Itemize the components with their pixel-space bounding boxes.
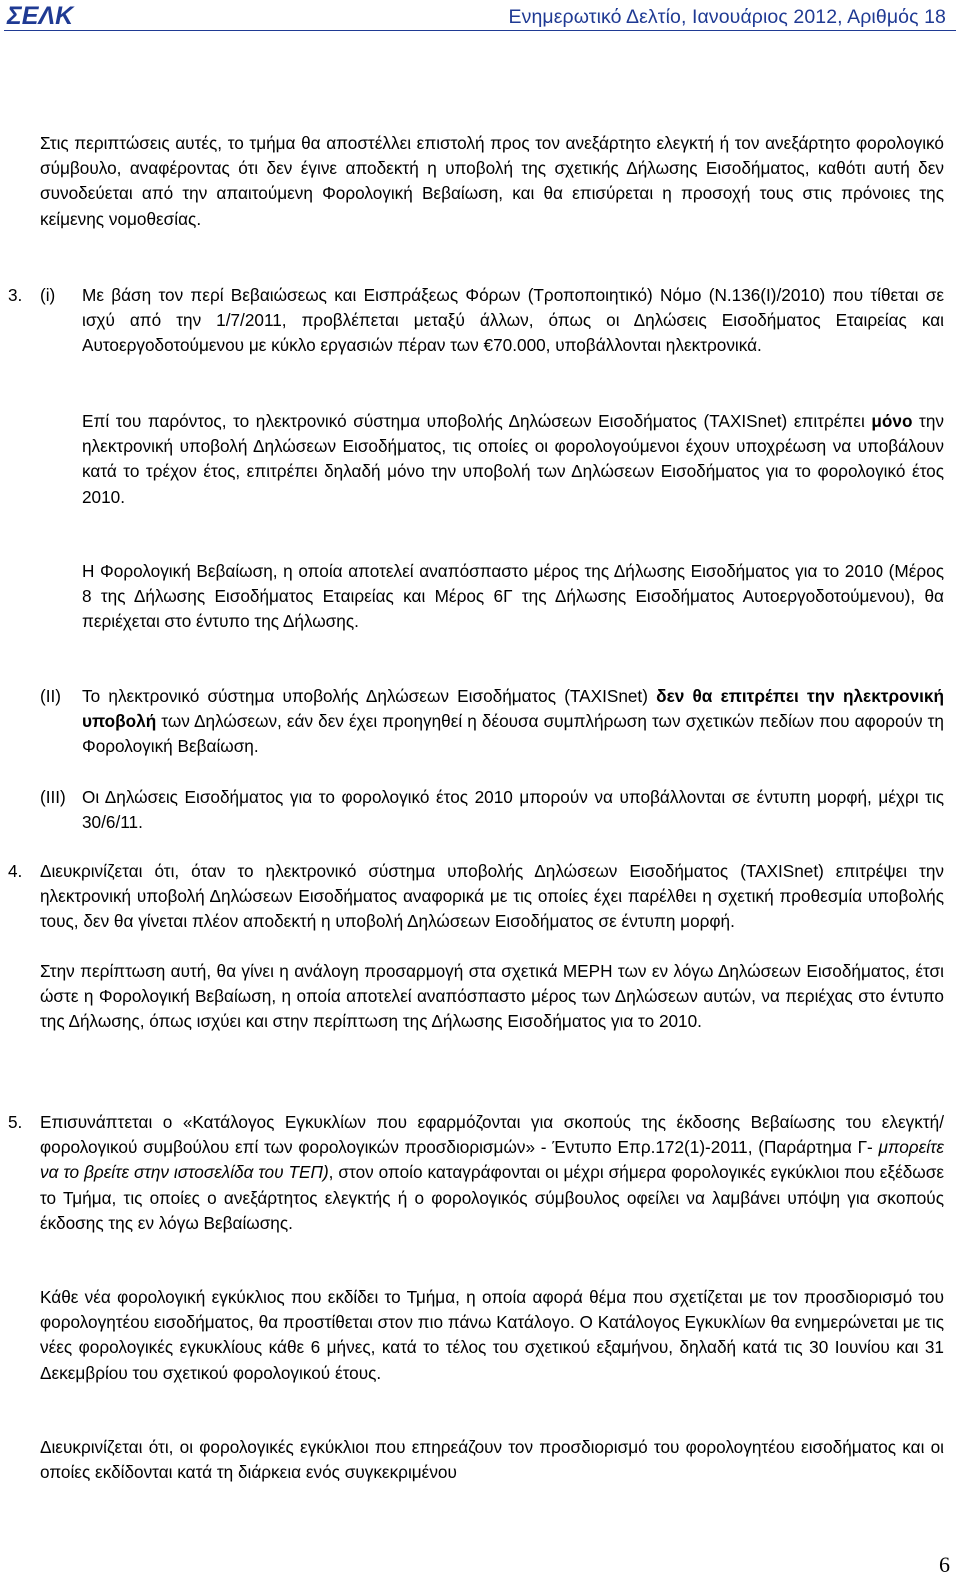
intro-paragraph: Στις περιπτώσεις αυτές, το τμήμα θα αποστέλλει επιστολή προς τον ανεξάρτητο ελεγκτή ή τον ανεξάρτητο φορολογικό σύμβουλο, αναφέροντας ότι δεν έγινε αποδεκτή η υποβολή της σχετικής Δήλωσης Εισοδήματος, καθότι αυτή δεν συνοδεύεται από την απαιτούμενη Φορολογική Βεβαίωση, και θα επισύρεται η προσοχή τους στις πρόνοιες της κείμενης νομοθεσίας. — [40, 133, 944, 229]
item-3-i-mark: (i) — [40, 285, 56, 305]
website-note: μπορείτε να το βρείτε στην ιστοσελίδα του ΤΕΠ) — [40, 1137, 944, 1183]
item-4-number: 4. — [8, 861, 23, 881]
page-number: 6 — [939, 1552, 950, 1577]
page-header — [0, 0, 960, 34]
item-3-ii-mark: (ΙΙ) — [40, 686, 61, 706]
item-4-paragraph-1: Διευκρινίζεται ότι, όταν το ηλεκτρονικό σύστημα υποβολής Δηλώσεων Εισοδήματος (TAXISnet) επιτρέψει την ηλεκτρονική υποβολή Δηλώσεων Εισοδήματος αναφορικά με τις οποίες έχει παρέλθει η σχετική προθεσμία υποβολής τους, δεν θα γίνεται πλέον αποδεκτή η υποβολή Δηλώσεων Εισοδήματος σε έντυπη μορφή. — [40, 861, 944, 932]
item-3-i-text: Με βάση τον περί Βεβαιώσεως και Εισπράξεως Φόρων (Τροποποιητικό) Νόμο (Ν.136(Ι)/2010) που τίθεται σε ισχύ από την 1/7/2011, προβλέπεται μεταξύ άλλων, όπως οι Δηλώσεις Εισοδήματος Εταιρείας και Αυτοεργοδοτούμενου με κύκλο εργασιών πέραν των €70.000, υποβάλλονται ηλεκτρονικά. — [82, 285, 944, 356]
selk-logo — [6, 2, 90, 28]
newsletter-title: Ενημερωτικό Δελτίο, Ιανουάριος 2012, Αριθμός 18 — [508, 6, 946, 28]
emphasis-no-electronic-submission: δεν θα επιτρέπει την ηλεκτρονική υποβολή — [82, 686, 944, 732]
item-4-paragraph-2: Στην περίπτωση αυτή, θα γίνει η ανάλογη προσαρμογή στα σχετικά ΜΕΡΗ των εν λόγω Δηλώσεων Εισοδήματος, έτσι ώστε η Φορολογική Βεβαίωση, η οποία αποτελεί αναπόσπαστο μέρος των Δηλώσεων αυτών, να περιέχας στο έντυπο της Δήλωσης, όπως ισχύει και στην περίπτωση της Δήλωσης Εισοδήματος για το 2010. — [40, 961, 944, 1032]
header-divider — [4, 30, 956, 31]
item-5-number: 5. — [8, 1112, 23, 1132]
item-3-number: 3. — [8, 285, 23, 305]
item-5-paragraph-2: Κάθε νέα φορολογική εγκύκλιος που εκδίδει το Τμήμα, η οποία αφορά θέμα που σχετίζεται με τον προσδιορισμό του φορολογητέου εισοδήματος, θα προστίθεται στον πιο πάνω Κατάλογο. Ο Κατάλογος Εγκυκλίων θα ενημερώνεται με τις νέες φορολογικές εγκυκλίους κάθε 6 μήνες, κατά το τέλος του σχετικού εξαμήνου, δηλαδή κατά τις 30 Ιουνίου και 31 Δεκεμβρίου του σχετικού φορολογικού έτους. — [40, 1287, 944, 1383]
item-5-paragraph-3: Διευκρινίζεται ότι, οι φορολογικές εγκύκλιοι που επηρεάζουν τον προσδιορισμό του φορολογητέου εισοδήματος και οι οποίες εκδίδονται κατά τη διάρκεια ενός συγκεκριμένου — [40, 1437, 944, 1483]
logo-text: ΣΕΛΚ — [7, 2, 74, 28]
item-3-iii-mark: (ΙΙΙ) — [40, 787, 66, 807]
item-3-i-paragraph-2: Επί του παρόντος, το ηλεκτρονικό σύστημα υποβολής Δηλώσεων Εισοδήματος (TAXISnet) επιτρέπει μόνο την ηλεκτρονική υποβολή Δηλώσεων Εισοδήματος, τις οποίες οι φορολογούμενοι έχουν υποχρέωση να υποβάλουν κατά το τρέχον έτος, επιτρέπει δηλαδή μόνο την υποβολή των Δηλώσεων Εισοδήματος για το φορολογικό έτος 2010. — [82, 411, 944, 507]
item-3-iii-text: Οι Δηλώσεις Εισοδήματος για το φορολογικό έτος 2010 μπορούν να υποβάλλονται σε έντυπη μορφή, μέχρι τις 30/6/11. — [82, 787, 944, 833]
item-3-ii-text: Το ηλεκτρονικό σύστημα υποβολής Δηλώσεων Εισοδήματος (TAXISnet) δεν θα επιτρέπει την ηλεκτρονική υποβολή των Δηλώσεων, εάν δεν έχει προηγηθεί η δέουσα συμπλήρωση των σχετικών πεδίων που αφορούν τη Φορολογική Βεβαίωση. — [82, 686, 944, 757]
item-3-i-paragraph-3: Η Φορολογική Βεβαίωση, η οποία αποτελεί αναπόσπαστο μέρος της Δήλωσης Εισοδήματος για το 2010 (Μέρος 8 της Δήλωσης Εισοδήματος Εταιρείας και Μέρος 6Γ της Δήλωσης Εισοδήματος Αυτοεργοδοτούμενου), θα περιέχεται στο έντυπο της Δήλωσης. — [82, 561, 944, 632]
emphasis-only: μόνο — [871, 411, 913, 431]
item-5-paragraph-1: Επισυνάπτεται ο «Κατάλογος Εγκυκλίων που εφαρμόζονται για σκοπούς της έκδοσης Βεβαίωσης του ελεγκτή/φορολογικού συμβούλου επί των φορολογικών προσδιορισμών» - Έντυπο Επρ.172(1)-2011, (Παράρτημα Γ- μπορείτε να το βρείτε στην ιστοσελίδα του ΤΕΠ), στον οποίο καταγράφονται οι μέχρι σήμερα φορολογικές εγκύκλιοι που εξέδωσε το Τμήμα, τις οποίες ο ανεξάρτητος ελεγκτής ή ο φορολογικός σύμβουλος οφείλει να λαμβάνει υπόψη για σκοπούς έκδοσης της εν λόγω Βεβαίωσης. — [40, 1112, 944, 1233]
